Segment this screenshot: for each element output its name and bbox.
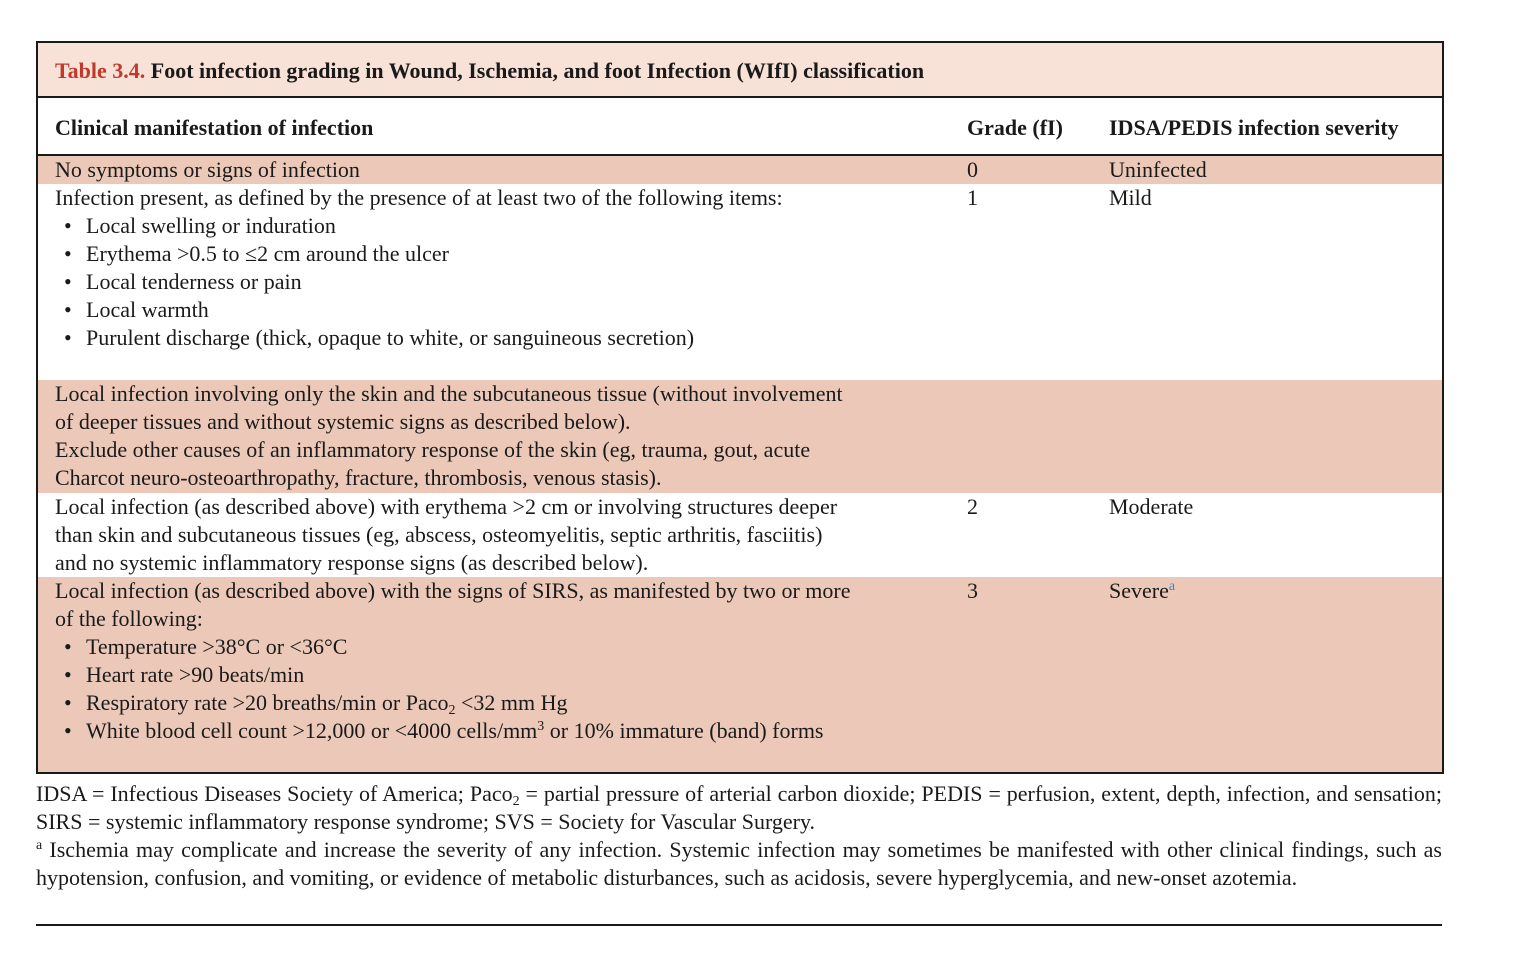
table-header-row [38, 98, 1442, 156]
cell-manifestation: No symptoms or signs of infection [55, 157, 360, 182]
cell-severity: Moderate [1109, 494, 1194, 519]
cell-severity: Mild [1109, 185, 1152, 210]
cell-manifestation [55, 493, 935, 577]
abbreviations-note [36, 780, 1442, 836]
table-row-grade-0 [38, 156, 1442, 184]
bullet-item: • Heart rate >90 beats/min [55, 661, 935, 689]
cell-severity: Uninfected [1109, 157, 1207, 182]
cell-manifestation [55, 184, 935, 352]
bullet-item [55, 717, 935, 745]
cell-grade: 3 [967, 578, 978, 603]
bullet-item: • Local warmth [55, 296, 935, 324]
bullet-item: • Local swelling or induration [55, 212, 935, 240]
text-run: = partial pressure of arterial carbon dioxide; PEDIS = perfusion, extent, depth, infection, and sensation; SIRS = systemic inflammatory response syndrome; SVS = Society for Vascular Surgery. [36, 781, 1443, 834]
table-caption-number: Table 3.4. [55, 58, 146, 83]
text-line: and no systemic inflammatory response signs (as described below). [55, 550, 649, 575]
header-severity: IDSA/PEDIS infection severity [1109, 115, 1399, 140]
header-grade: Grade (fI) [967, 115, 1063, 140]
table-caption [38, 43, 1442, 98]
cell-manifestation [55, 380, 935, 492]
text-run: <32 mm Hg [455, 690, 568, 715]
text-run: or 10% immature (band) forms [544, 718, 824, 743]
bullet-item: • Temperature >38°C or <36°C [55, 633, 935, 661]
text-line: of deeper tissues and without systemic signs as described below). [55, 409, 631, 434]
bullet-item: • Local tenderness or pain [55, 268, 935, 296]
text-run: White blood cell count >12,000 or <4000 cells/mm [86, 718, 538, 743]
footnote-marker: a [36, 838, 43, 853]
cell-grade: 1 [967, 185, 978, 210]
footnote-a [36, 836, 1442, 892]
bullet-item: • Erythema >0.5 to ≤2 cm around the ulcer [55, 240, 935, 268]
table-row-grade-1 [38, 184, 1442, 380]
table-row-grade-3 [38, 577, 1442, 772]
text-run: Respiratory rate >20 breaths/min or Paco [86, 690, 449, 715]
text-line: Local infection (as described above) with erythema >2 cm or involving structures deeper [55, 494, 838, 519]
subscript: 2 [448, 703, 456, 718]
table-caption-title: Foot infection grading in Wound, Ischemia, and foot Infection (WIfI) classification [150, 58, 925, 83]
text-run: Ischemia may complicate and increase the severity of any infection. Systemic infection may sometimes be manifested with other clinical findings, such as hypotension, confusion, and vomiting, or evidence of metabolic disturbances, such as acidosis, severe hyperglycemia, and new-onset azotemia. [36, 837, 1442, 890]
table-row-grade-2 [38, 493, 1442, 577]
cell-grade: 2 [967, 494, 978, 519]
text-run: IDSA = Infectious Diseases Society of America; Paco [36, 781, 513, 806]
cell-manifestation [55, 577, 935, 745]
footnote-link[interactable]: a [1168, 579, 1176, 594]
manifestation-intro: Infection present, as defined by the presence of at least two of the following items: [55, 185, 783, 210]
text-line: than skin and subcutaneous tissues (eg, abscess, osteomyelitis, septic arthritis, fasciitis) [55, 522, 823, 547]
bullet-item: • Purulent discharge (thick, opaque to white, or sanguineous secretion) [55, 324, 935, 352]
superscript: 3 [537, 719, 545, 734]
text-line: of the following: [55, 606, 203, 631]
text-line: Exclude other causes of an inflammatory response of the skin (eg, trauma, gout, acute [55, 437, 811, 462]
header-manifestation: Clinical manifestation of infection [55, 115, 374, 140]
subscript: 2 [512, 794, 520, 809]
text-line: Local infection (as described above) with the signs of SIRS, as manifested by two or more [55, 578, 851, 603]
text-line: Local infection involving only the skin and the subcutaneous tissue (without involvement [55, 381, 843, 406]
text-line: Charcot neuro-osteoarthropathy, fracture, thrombosis, venous stasis). [55, 465, 662, 490]
table-row-grade-1-detail [38, 380, 1442, 493]
table-footnotes [36, 780, 1442, 892]
severity-label: Severe [1109, 578, 1169, 603]
table-frame [36, 41, 1444, 774]
cell-severity [1109, 577, 1175, 605]
bottom-rule [36, 924, 1442, 926]
bullet-item [55, 689, 935, 717]
cell-grade: 0 [967, 157, 978, 182]
